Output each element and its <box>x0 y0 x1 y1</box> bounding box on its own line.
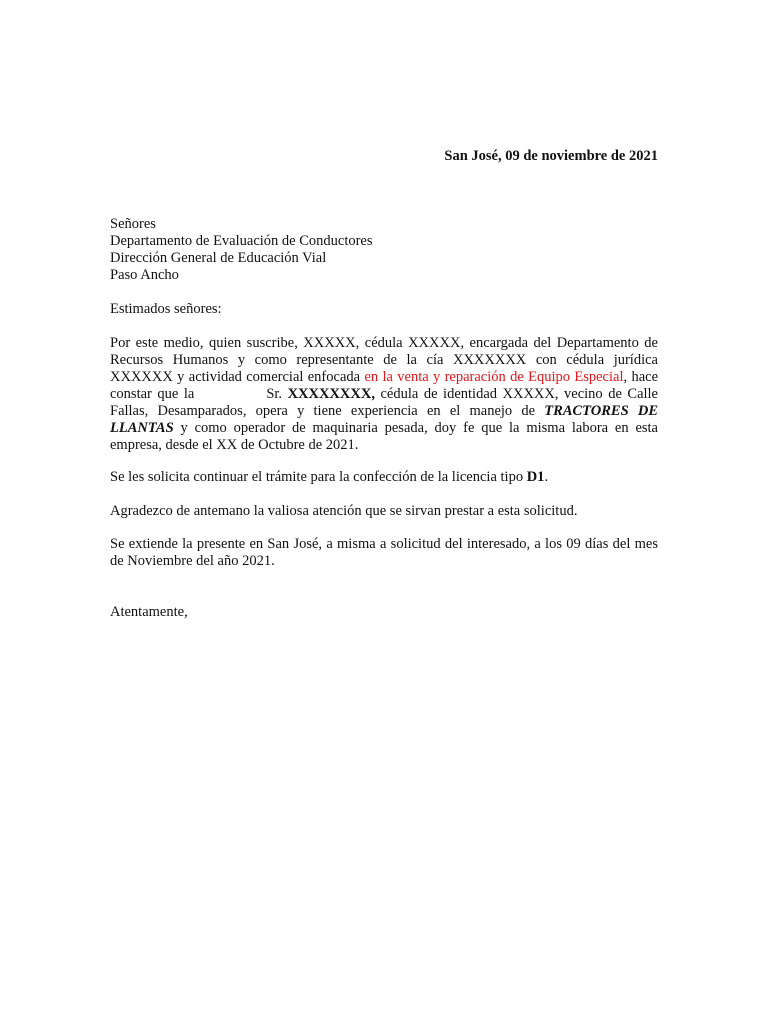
paragraph-4: Se extiende la presente en San José, a misma a solicitud del interesado, a los 09 días del mes de Noviembre del año 2021. <box>110 536 658 569</box>
paragraph-2-text: Se les solicita continuar el trámite para la confección de la licencia tipo <box>110 469 527 485</box>
closing: Atentamente, <box>110 604 188 620</box>
recipient-line-2: Departamento de Evaluación de Conductores <box>110 233 373 249</box>
paragraph-1-part-4: cédula de identidad XXXXX, vecino de Calle Fallas, Desamparados, opera y tiene experiencia en el manejo de <box>110 386 658 419</box>
paragraph-1 <box>110 335 658 454</box>
paragraph-1-part-1: Por este medio, quien suscribe, XXXXX, cédula XXXXX, encargada del Departamento de Recursos Humanos y como representante de la cía XXXXXXX con cédula jurídica XXXXXX y actividad comercial enfocada <box>110 335 658 385</box>
paragraph-2 <box>110 469 658 486</box>
recipient-line-3: Dirección General de Educación Vial <box>110 250 327 266</box>
paragraph-1-part-2: , hace constar que la <box>110 369 659 402</box>
recipient-block <box>110 216 658 284</box>
license-type: D1 <box>526 469 545 485</box>
recipient-line-4: Paso Ancho <box>110 267 179 283</box>
machine-type: TRACTORES DE LLANTAS <box>110 403 658 436</box>
highlighted-activity: en la venta y reparación de Equipo Especial <box>364 369 624 385</box>
recipient-line-1: Señores <box>110 216 156 232</box>
employee-name: XXXXXXXX, <box>287 386 375 402</box>
greeting: Estimados señores: <box>110 301 222 317</box>
paragraph-1-part-5: y como operador de maquinaria pesada, doy fe que la misma labora en esta empresa, desde el XX de Octubre de 2021. <box>110 420 658 453</box>
paragraph-3: Agradezco de antemano la valiosa atención que se sirvan prestar a esta solicitud. <box>110 503 578 519</box>
paragraph-1-part-3: Sr. <box>266 386 288 402</box>
paragraph-2-end: . <box>544 469 549 485</box>
letter-date: San José, 09 de noviembre de 2021 <box>444 148 658 164</box>
